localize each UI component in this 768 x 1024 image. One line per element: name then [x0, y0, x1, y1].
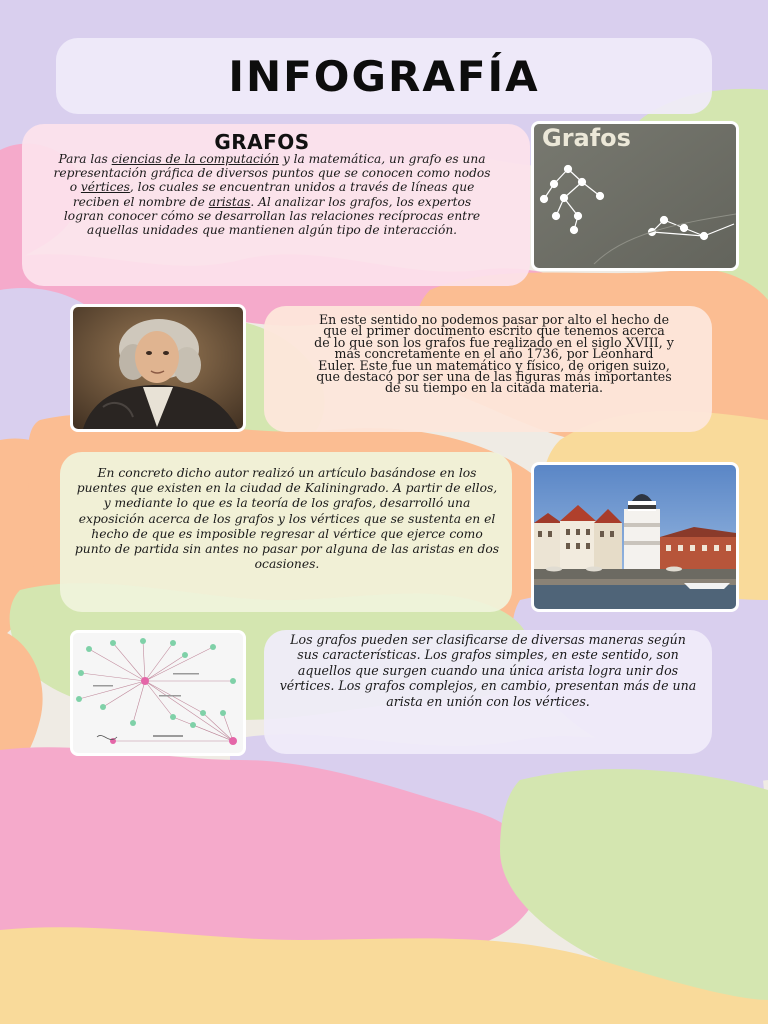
- euler-panel: [264, 306, 712, 432]
- clasificacion-panel: [264, 630, 712, 754]
- title-banner: [56, 38, 712, 114]
- section-heading: GRAFOS: [214, 130, 310, 154]
- link-aristas[interactable]: aristas: [208, 194, 251, 209]
- kaliningrad-city-image: [531, 462, 739, 612]
- konigsberg-panel: [60, 452, 512, 612]
- intro-panel: [22, 124, 530, 286]
- intro-text-part: , los cuales se encuentran unidos a través de líneas que reciben el nombre de: [72, 180, 475, 209]
- intro-text-part: . Al analizar los grafos, los expertos logran conocer cómo se desarrollan las relaciones recíprocas entre aquellas unidades que mantienen algún tipo de interacción.: [63, 194, 481, 238]
- euler-portrait-image: [70, 304, 246, 432]
- link-vertices[interactable]: vértices: [80, 180, 130, 195]
- konigsberg-text: En concreto dicho autor realizó un artículo basándose en los puentes que existen en la ciudad de Kaliningrado. A partir de ellos, y mediante lo que es la teoría de los grafos, desarrolló una exposición acerca de los grafos y los vértices que se sustenta en el hecho de que es imposible regresar al vértice que ejerce como punto de partida sin antes no pasar por alguna de las aristas en dos ocasiones.: [74, 466, 500, 572]
- link-computacion[interactable]: ciencias de la computación: [111, 152, 279, 166]
- clasificacion-text: Los grafos pueden ser clasificarse de diversas maneras según sus características. Los grafos simples, en este sentido, son aquellos que surgen cuando una única arista logra unir dos vértices. Los grafos complejos, en cambio, presentan más de una arista en unión con los vértices.: [279, 632, 697, 709]
- intro-text-part: Para las: [58, 152, 112, 166]
- euler-text: En este sentido no podemos pasar por alto el hecho de que el primer documento escrito que tenemos acerca de lo que son los grafos fue realizado en el siglo XVIII, y más concretamente en el año 1736, por Leonhard Euler. Este fue un matemático y físico, de origen suizo, que destacó por ser una de las figuras más importantes de su tiempo en la citada materia.: [314, 312, 674, 396]
- intro-text: [52, 152, 492, 237]
- intro-text-part: y la matemática, un grafo es una representación gráfica de diversos puntos que se conocen como nodos o: [53, 152, 491, 195]
- grafos-chalkboard-image: [531, 121, 739, 271]
- network-graph-image: [70, 630, 246, 756]
- grafos-caption: Grafos: [542, 124, 631, 152]
- page-title: INFOGRAFÍA: [228, 51, 540, 101]
